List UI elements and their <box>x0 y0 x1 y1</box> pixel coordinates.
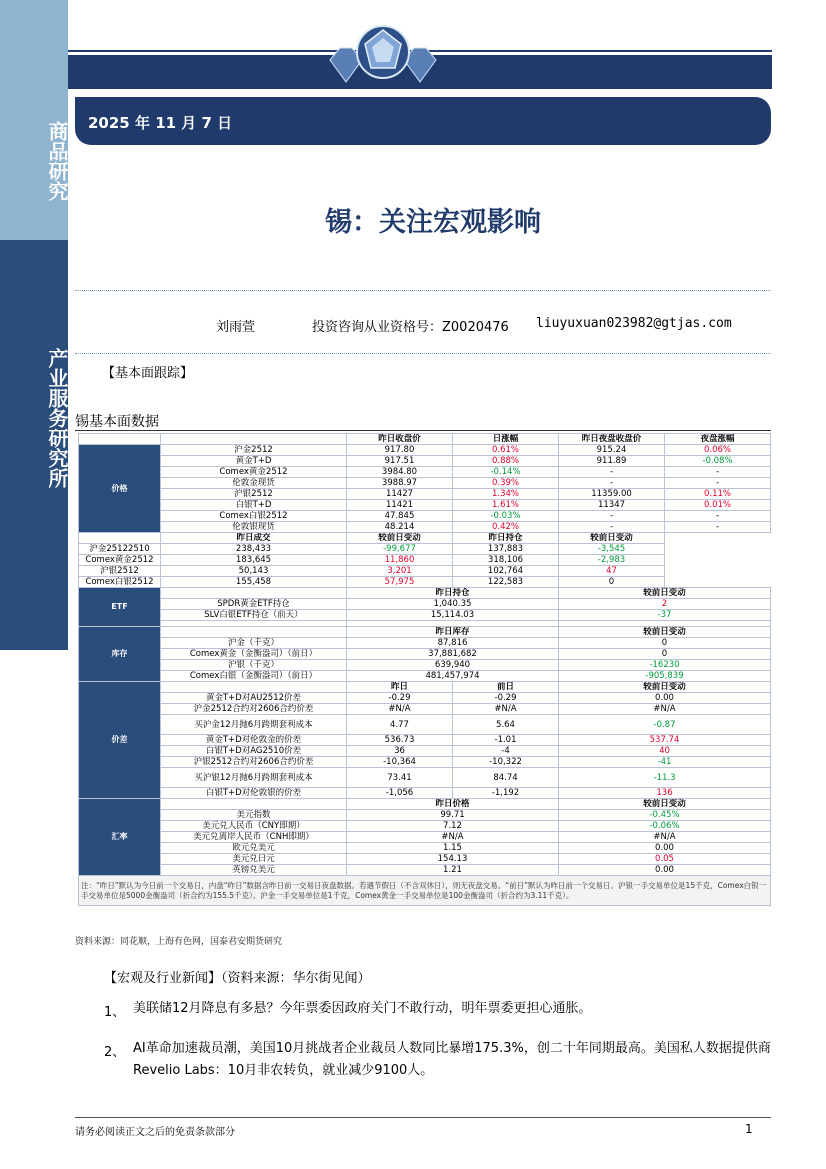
table-cell <box>79 434 161 445</box>
volume-section <box>79 533 771 588</box>
table-cell: -1,192 <box>453 788 559 799</box>
news-item-number: 2、 <box>104 1045 126 1060</box>
table-note-row <box>79 876 771 906</box>
table-cell: 0.00 <box>559 843 771 854</box>
table-cell: 2 <box>559 599 771 610</box>
table-cell: 37,881,682 <box>347 649 559 660</box>
table-cell: -11.3 <box>559 768 771 788</box>
table-cell <box>79 533 161 544</box>
table-cell: 47 <box>559 566 665 577</box>
table-cell <box>161 627 347 638</box>
section-tag: 【基本面跟踪】 <box>102 366 194 381</box>
table-cell: -0.29 <box>453 693 559 704</box>
table-row <box>79 500 771 511</box>
table-cell: 40 <box>559 746 771 757</box>
row-label: Comex黄金2512 <box>161 467 347 478</box>
column-header: 昨日持仓 <box>453 533 559 544</box>
fx-section <box>79 799 771 876</box>
table-cell: -10,364 <box>347 757 453 768</box>
table-row <box>79 715 771 735</box>
table-cell: 50,143 <box>161 566 347 577</box>
table-cell: - <box>559 478 665 489</box>
table-cell: 155,458 <box>161 577 347 588</box>
table-cell: -37 <box>559 610 771 621</box>
author-name: 刘雨萱 <box>216 320 256 335</box>
table-cell: 0.88% <box>453 456 559 467</box>
table-row <box>79 832 771 843</box>
row-label: 买沪金12月抛6月跨期套利成本 <box>161 715 347 735</box>
table-cell: 0 <box>559 638 771 649</box>
table-cell: - <box>665 467 771 478</box>
table-row <box>79 746 771 757</box>
table-cell: 1,040.35 <box>347 599 559 610</box>
table-row <box>79 768 771 788</box>
row-label: 沪银2512合约对2606合约价差 <box>161 757 347 768</box>
table-cell: 1.15 <box>347 843 559 854</box>
table-header-row <box>79 588 771 599</box>
table-cell: 11427 <box>347 489 453 500</box>
row-label: 沪金（千克） <box>161 638 347 649</box>
table-cell: - <box>559 467 665 478</box>
table-cell: 537.74 <box>559 735 771 746</box>
table-cell: -3,545 <box>559 544 665 555</box>
table-cell: #N/A <box>559 832 771 843</box>
table-row <box>79 467 771 478</box>
table-cell <box>161 588 347 599</box>
report-title: 锡：关注宏观影响 <box>325 207 541 238</box>
table-row <box>79 638 771 649</box>
table-caption: 锡基本面数据 <box>75 414 159 430</box>
table-cell: #N/A <box>347 832 559 843</box>
table-cell: 0.00 <box>559 693 771 704</box>
table-cell: 3,201 <box>347 566 453 577</box>
table-row <box>79 445 771 456</box>
table-cell: 915.24 <box>559 445 665 456</box>
table-cell: 0.01% <box>665 500 771 511</box>
table-cell: 917.51 <box>347 456 453 467</box>
table-row <box>79 757 771 768</box>
row-label: 黄金T+D对AU2512价差 <box>161 693 347 704</box>
table-cell: 99.71 <box>347 810 559 821</box>
news-item: AI革命加速裁员潮，美国10月挑战者企业裁员人数同比暴增175.3%，创二十年同期最高。美国私人数据提供商Revelio Labs：10月非农转负，就业减少9100人。 <box>133 1041 771 1078</box>
table-cell: -1.01 <box>453 735 559 746</box>
column-header: 昨日价格 <box>347 799 559 810</box>
table-row <box>79 489 771 500</box>
row-label: Comex黄金2512 <box>79 555 161 566</box>
table-cell: 911.89 <box>559 456 665 467</box>
table-cell: 47.845 <box>347 511 453 522</box>
table-cell: -0.03% <box>453 511 559 522</box>
row-label: Comex黄金（金衡盎司）（前日） <box>161 649 347 660</box>
table-row <box>79 671 771 682</box>
table-cell: 639,940 <box>347 660 559 671</box>
divider <box>75 290 771 291</box>
table-cell: 4.77 <box>347 715 453 735</box>
etf-section <box>79 588 771 627</box>
caption-rule <box>75 430 771 431</box>
column-header: 较前日变动 <box>559 799 771 810</box>
column-header: 较前日变动 <box>559 682 771 693</box>
table-row <box>79 511 771 522</box>
table-cell: 87,816 <box>347 638 559 649</box>
table-cell: -16230 <box>559 660 771 671</box>
author-email[interactable]: liuyuxuan023982@gtjas.com <box>536 316 732 331</box>
table-cell: 11,860 <box>347 555 453 566</box>
row-label: 美元兑离岸人民币（CNH即期） <box>161 832 347 843</box>
table-cell: -1,056 <box>347 788 453 799</box>
table-cell: 102,764 <box>453 566 559 577</box>
table-cell: #N/A <box>347 704 453 715</box>
table-cell: - <box>665 522 771 533</box>
table-row <box>79 478 771 489</box>
table-cell: 137,883 <box>453 544 559 555</box>
row-label: 沪金25122510 <box>79 544 161 555</box>
column-header: 前日 <box>453 682 559 693</box>
row-label: Comex白银2512 <box>161 511 347 522</box>
table-cell: 136 <box>559 788 771 799</box>
row-label: 买沪银12月抛6月跨期套利成本 <box>161 768 347 788</box>
table-header-row <box>79 434 771 445</box>
row-label: 美元指数 <box>161 810 347 821</box>
table-row <box>79 660 771 671</box>
table-cell: 238,433 <box>161 544 347 555</box>
column-header: 较前日变动 <box>559 588 771 599</box>
table-cell <box>161 434 347 445</box>
table-row <box>79 865 771 876</box>
sidebar-top-label: 商品研究 <box>45 121 69 201</box>
table-cell: 536.73 <box>347 735 453 746</box>
footer-disclaimer: 请务必阅读正文之后的免责条款部分 <box>75 1127 235 1138</box>
table-header-row <box>79 627 771 638</box>
table-cell: -0.14% <box>453 467 559 478</box>
table-cell: -0.87 <box>559 715 771 735</box>
row-label: 黄金T+D对伦敦金的价差 <box>161 735 347 746</box>
news-section-title: 【宏观及行业新闻】（资料来源：华尔街见闻） <box>104 971 371 986</box>
report-date: 2025 年 11 月 7 日 <box>88 114 233 132</box>
diamond-logo-icon <box>318 14 448 84</box>
footer-rule <box>75 1117 771 1118</box>
table-cell: 48.214 <box>347 522 453 533</box>
table-row <box>79 735 771 746</box>
table-row <box>79 522 771 533</box>
data-source: 资料来源：同花顺，上海有色网，国泰君安期货研究 <box>75 937 283 947</box>
table-cell: 7.12 <box>347 821 559 832</box>
table-cell: 183,645 <box>161 555 347 566</box>
column-header: 日涨幅 <box>453 434 559 445</box>
row-category: 价格 <box>79 445 161 533</box>
table-row <box>79 599 771 610</box>
table-cell: - <box>665 478 771 489</box>
column-header: 夜盘涨幅 <box>665 434 771 445</box>
table-cell: 0 <box>559 577 665 588</box>
row-label: 欧元兑美元 <box>161 843 347 854</box>
table-cell: 5.64 <box>453 715 559 735</box>
table-row <box>79 555 771 566</box>
news-item-number: 1、 <box>104 1005 126 1020</box>
page-number: 1 <box>745 1122 753 1136</box>
table-cell: -10,322 <box>453 757 559 768</box>
table-row <box>79 456 771 467</box>
row-label: 沪金2512合约对2606合约价差 <box>161 704 347 715</box>
row-label: 英镑兑美元 <box>161 865 347 876</box>
row-label: 黄金T+D <box>161 456 347 467</box>
table-cell: -0.45% <box>559 810 771 821</box>
table-cell: 0 <box>559 649 771 660</box>
row-label: 美元兑人民币（CNY即期） <box>161 821 347 832</box>
table-cell: 3984.80 <box>347 467 453 478</box>
table-cell: 0.06% <box>665 445 771 456</box>
column-header: 较前日变动 <box>559 627 771 638</box>
table-cell <box>161 799 347 810</box>
table-cell: 0.05 <box>559 854 771 865</box>
table-header-row <box>79 682 771 693</box>
row-label: Comex白银2512 <box>79 577 161 588</box>
row-label: 沪银（千克） <box>161 660 347 671</box>
table-cell: 0.61% <box>453 445 559 456</box>
table-header-row <box>79 799 771 810</box>
row-label: 沪银2512 <box>79 566 161 577</box>
table-cell: -0.08% <box>665 456 771 467</box>
table-cell: 15,114.03 <box>347 610 559 621</box>
table-cell: #N/A <box>453 704 559 715</box>
column-header: 昨日库存 <box>347 627 559 638</box>
table-row <box>79 788 771 799</box>
row-category: ETF <box>79 588 161 627</box>
table-row <box>79 704 771 715</box>
row-label: SLV白银ETF持仓（前天） <box>161 610 347 621</box>
table-cell: -905,839 <box>559 671 771 682</box>
table-cell: 0.42% <box>453 522 559 533</box>
table-row <box>79 577 771 588</box>
table-cell: 84.74 <box>453 768 559 788</box>
column-header: 较前日变动 <box>559 533 665 544</box>
row-category: 汇率 <box>79 799 161 876</box>
inventory-section <box>79 627 771 682</box>
row-label: Comex白银（金衡盎司）（前日） <box>161 671 347 682</box>
column-header: 昨日持仓 <box>347 588 559 599</box>
row-label: 沪金2512 <box>161 445 347 456</box>
table-cell: 1.34% <box>453 489 559 500</box>
table-cell: 1.21 <box>347 865 559 876</box>
table-cell: 122,583 <box>453 577 559 588</box>
table-cell: 0.00 <box>559 865 771 876</box>
sidebar-bottom-label: 产业服务研究所 <box>45 348 69 488</box>
column-header: 昨日 <box>347 682 453 693</box>
table-row <box>79 821 771 832</box>
table-cell: 11347 <box>559 500 665 511</box>
table-cell: - <box>665 511 771 522</box>
row-label: 白银T+D对伦敦银的价差 <box>161 788 347 799</box>
table-cell: 11421 <box>347 500 453 511</box>
table-row <box>79 610 771 621</box>
table-cell: 57,975 <box>347 577 453 588</box>
table-header-row <box>79 533 771 544</box>
table-row <box>79 566 771 577</box>
column-header: 昨日收盘价 <box>347 434 453 445</box>
table-row <box>79 649 771 660</box>
table-cell: - <box>559 511 665 522</box>
column-header: 昨日成交 <box>161 533 347 544</box>
news-item: 美联储12月降息有多悬？今年票委因政府关门不敢行动，明年票委更担心通胀。 <box>133 1001 592 1016</box>
row-category: 价差 <box>79 682 161 799</box>
row-label: 伦敦银现货 <box>161 522 347 533</box>
spread-section <box>79 682 771 799</box>
cert-number: 投资咨询从业资格号：Z0020476 <box>312 320 509 335</box>
table-cell: -0.29 <box>347 693 453 704</box>
table-cell: -41 <box>559 757 771 768</box>
table-cell: 917.80 <box>347 445 453 456</box>
row-label: 美元兑日元 <box>161 854 347 865</box>
fundamentals-table <box>78 433 771 906</box>
table-cell: #N/A <box>559 704 771 715</box>
table-cell: -99,677 <box>347 544 453 555</box>
price-section <box>79 434 771 533</box>
table-cell: -2,983 <box>559 555 665 566</box>
row-label: 沪银2512 <box>161 489 347 500</box>
table-cell: 73.41 <box>347 768 453 788</box>
table-cell: -4 <box>453 746 559 757</box>
table-cell: - <box>559 522 665 533</box>
table-cell: -0.06% <box>559 821 771 832</box>
table-row <box>79 810 771 821</box>
column-header: 昨日夜盘收盘价 <box>559 434 665 445</box>
table-cell: 0.39% <box>453 478 559 489</box>
table-cell: 36 <box>347 746 453 757</box>
row-label: 白银T+D <box>161 500 347 511</box>
table-cell: 1.61% <box>453 500 559 511</box>
table-row <box>79 693 771 704</box>
table-cell: 3988.97 <box>347 478 453 489</box>
row-label: 伦敦金现货 <box>161 478 347 489</box>
table-note: 注：“昨日”默认为今日前一个交易日，内盘“昨日”数据含昨日前一交易日夜盘数据。若遇节假日（不含双休日），则无夜盘交易。“前日”默认为昨日前一个交易日。沪银一手交易单位是15千克，Comex白银一手交易单位是5000金衡盎司（折合约为155.5千克）。沪金一手交易单位是1千克，Comex黄金一手交易单位是100金衡盎司（折合约为3.11千克）。 <box>79 876 771 906</box>
row-category: 库存 <box>79 627 161 682</box>
table-row <box>79 854 771 865</box>
row-label: SPDR黄金ETF持仓 <box>161 599 347 610</box>
table-row <box>79 843 771 854</box>
divider <box>75 353 771 354</box>
row-label: 白银T+D对AG2510价差 <box>161 746 347 757</box>
table-cell: 318,106 <box>453 555 559 566</box>
table-cell: 0.11% <box>665 489 771 500</box>
table-cell <box>161 682 347 693</box>
table-cell: 481,457,974 <box>347 671 559 682</box>
table-cell: 154.13 <box>347 854 559 865</box>
column-header: 较前日变动 <box>347 533 453 544</box>
table-row <box>79 544 771 555</box>
table-cell: 11359.00 <box>559 489 665 500</box>
